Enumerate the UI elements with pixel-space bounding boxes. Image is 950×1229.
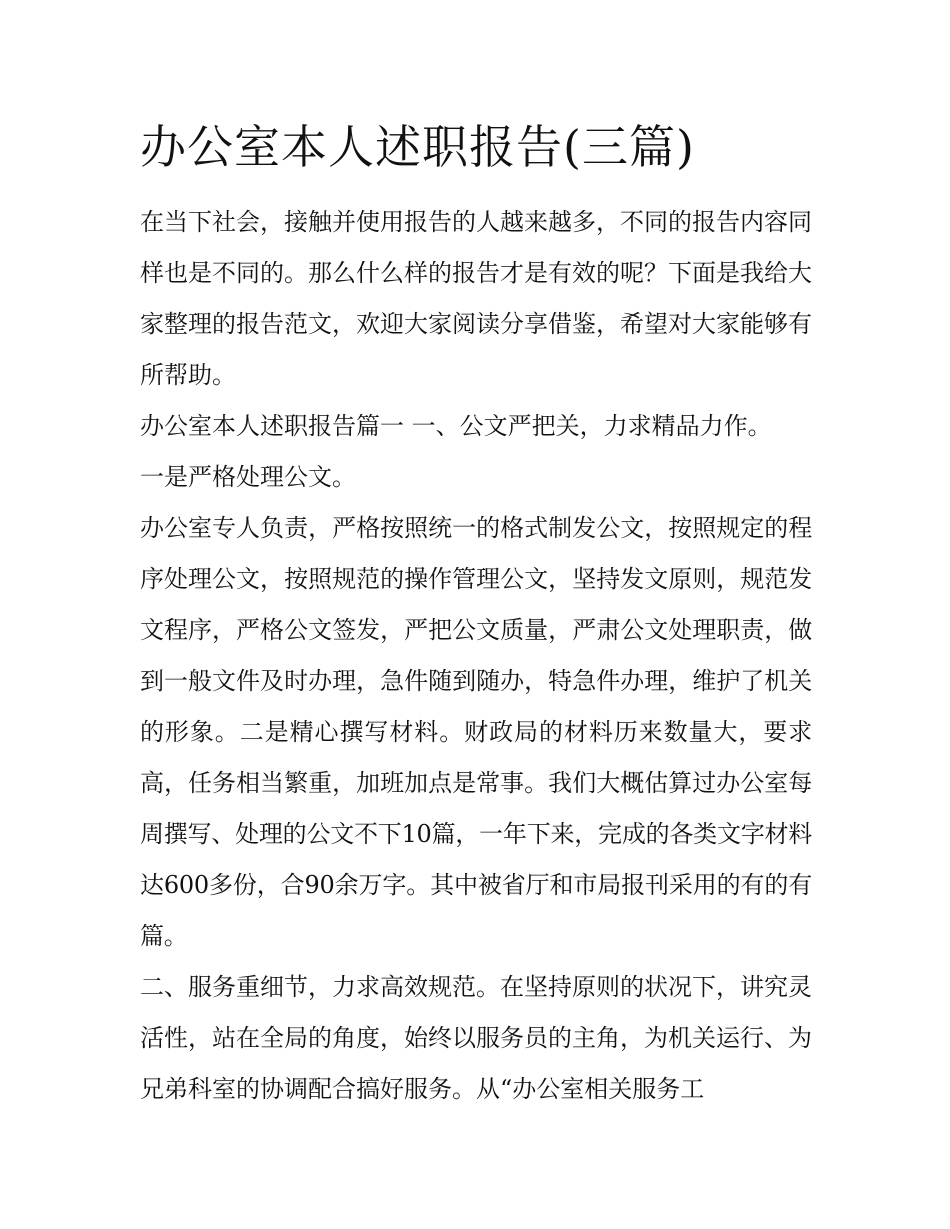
document-title: 办公室本人述职报告(三篇) — [140, 120, 695, 174]
document-handling-paragraph: 办公室专人负责，严格按照统一的格式制发公文，按照规定的程序处理公文，按照规范的操作管理公文，坚持发文原则，规范发文程序，严格公文签发，严把公文质量，严肃公文处理职责，做到一般文件及时办理，急件随到随办，特急件办理，维护了机关的形象。二是精心撰写材料。财政局的材料历来数量大，要求高，任务相当繁重，加班加点是常事。我们大概估算过办公室每周撰写、处理的公文不下10篇，一年下来，完成的各类文字材料达600多份，合90余万字。其中被省厅和市局报刊采用的有的有篇。 — [140, 514, 812, 950]
service-paragraph: 二、服务重细节，力求高效规范。在坚持原则的状况下，讲究灵活性，站在全局的角度，始终以服务员的主角，为机关运行、为兄弟科室的协调配合搞好服务。从“办公室相关服务工 — [140, 973, 812, 1103]
intro-paragraph: 在当下社会，接触并使用报告的人越来越多，不同的报告内容同样也是不同的。那么什么样的报告才是有效的呢？下面是我给大家整理的报告范文，欢迎大家阅读分享借鉴，希望对大家能够有所帮助。 — [140, 208, 812, 389]
section-heading-paragraph: 办公室本人述职报告篇一 一、公文严把关，力求精品力作。 — [140, 412, 772, 440]
document-body — [140, 197, 812, 1115]
subheading-paragraph: 一是严格处理公文。 — [140, 463, 356, 491]
